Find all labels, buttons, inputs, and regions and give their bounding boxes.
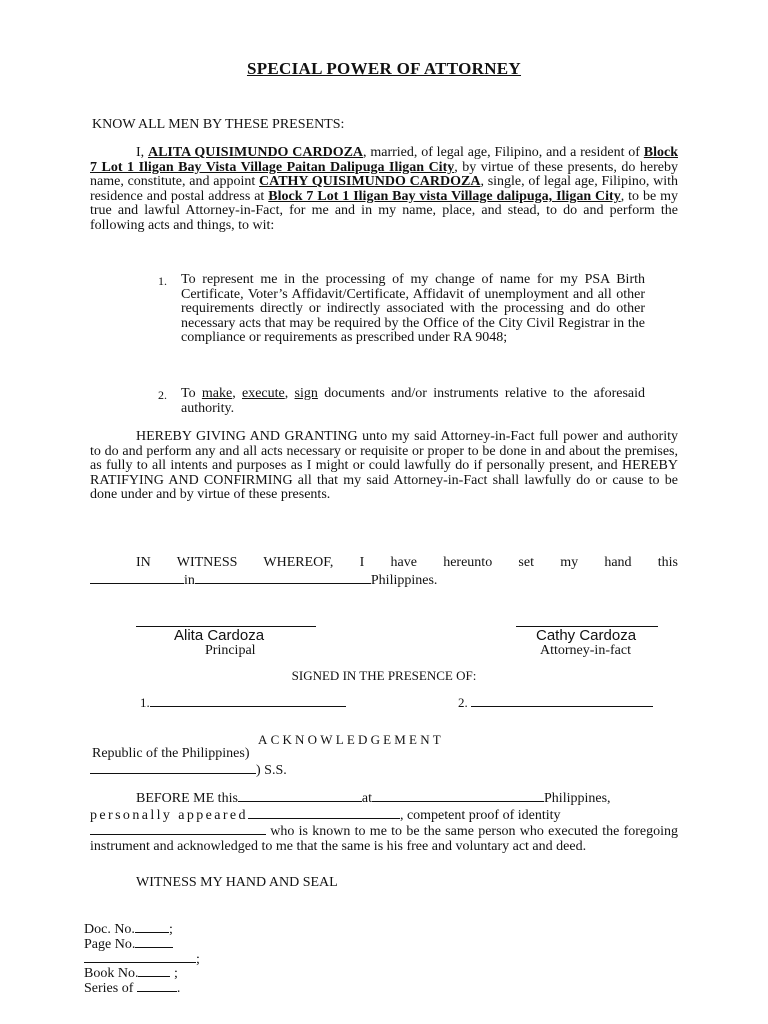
witness-seal: WITNESS MY HAND AND SEAL xyxy=(136,875,338,890)
item-1-number: 1. xyxy=(158,274,167,288)
item-1-text: To represent me in the processing of my change of name for my PSA Birth Certificate, Voter’s Affidavit/Certificate, Affidavit of unemployment and all other requirements directly or indirectly associated with the processing and do other necessary acts that may be required by the Office of the City Civil Registrar in the compliance or requirements as prescribed under RA 9048; xyxy=(181,272,645,346)
doc-no: Doc. No. ; xyxy=(84,922,173,937)
greeting: KNOW ALL MEN BY THESE PRESENTS: xyxy=(92,117,345,132)
series-of: Series of . xyxy=(84,981,181,996)
item-2-number: 2. xyxy=(158,388,167,402)
document-title: SPECIAL POWER OF ATTORNEY xyxy=(246,59,522,78)
acknowledgement-heading: ACKNOWLEDGEMENT xyxy=(258,732,444,747)
ss-line: ) S.S. xyxy=(90,762,287,779)
book-no: Book No. ; xyxy=(84,966,178,981)
principal-signature-name: Alita Cardoza xyxy=(174,627,265,644)
attorney-role: Attorney-in-fact xyxy=(540,643,631,658)
item-2-text: To make, execute, sign documents and/or instruments relative to the aforesaid authority. xyxy=(181,386,645,416)
page-no: Page No. xyxy=(84,936,173,953)
attorney-address: Block 7 Lot 1 Iligan Bay vista Village dalipuga, Iligan City xyxy=(268,188,621,204)
attorney-name: CATHY QUISIMUNDO CARDOZA xyxy=(259,174,481,190)
acknowledgement-paragraph: BEFORE ME this at Philippines, personally appeared , competent proof of identity who is known to me to be the same person who executed the foregoing instrument and acknowledged to me that the same is his free and voluntary act and deed. xyxy=(90,791,678,854)
principal-role: Principal xyxy=(205,643,256,658)
republic-line: Republic of the Philippines) xyxy=(92,746,250,761)
intro-paragraph: I, ALITA QUISIMUNDO CARDOZA, married, of legal age, Filipino, and a resident of Block 7 Lot 1 Iligan Bay Vista Village Paitan Dalipuga Iligan City, by virtue of these presents, do hereby name, constitute, and appoint CATHY QUISIMUNDO CARDOZA, single, of legal age, Filipino, with residence and postal address at Block 7 Lot 1 Iligan Bay vista Village dalipuga, Iligan City, to be my true and lawful Attorney-in-Fact, for me and in my name, place, and stead, to do and perform the following acts and things, to wit: xyxy=(90,145,678,233)
witness-1: 1. xyxy=(140,695,346,711)
attorney-signature-name: Cathy Cardoza xyxy=(536,627,637,644)
witness-2: 2. xyxy=(458,695,653,711)
witness-clause: IN WITNESS WHEREOF, I have hereunto set my hand this in Philippines. xyxy=(90,556,678,588)
presence-heading: SIGNED IN THE PRESENCE OF: xyxy=(291,668,477,683)
principal-name: ALITA QUISIMUNDO CARDOZA xyxy=(147,145,364,160)
granting-paragraph: HEREBY GIVING AND GRANTING unto my said Attorney-in-Fact full power and authority to do and perform any and all acts necessary or requisite or proper to be done in and about the premises, as fully to all intents and purposes as I might or could lawfully do if personally present, and HEREBY RATIFYING AND CONFIRMING all that my said Attorney-in-Fact shall lawfully do or cause to be done under and by virtue of these presents. xyxy=(90,429,678,503)
principal-address: Block 7 Lot 1 Iligan Bay Vista Village Paitan Dalipuga Iligan City xyxy=(90,145,678,175)
blank-line: ; xyxy=(84,951,200,968)
